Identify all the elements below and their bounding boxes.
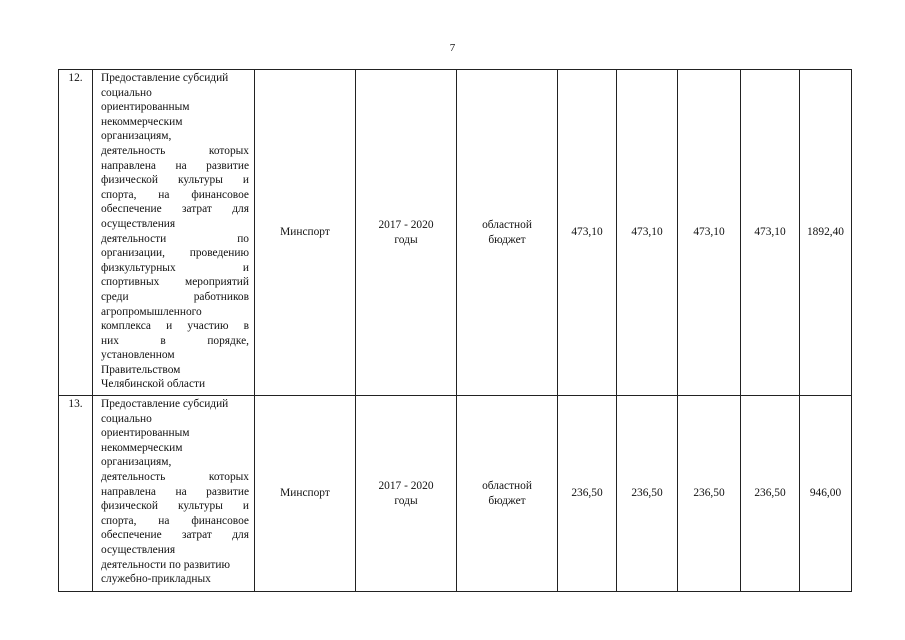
description-line: организации, проведению: [101, 247, 249, 260]
amount-year-2018: 473,10: [617, 70, 678, 396]
description-line: обеспечение затрат для: [101, 529, 249, 542]
description-line: ориентированным: [101, 101, 190, 114]
table-row: [59, 70, 852, 396]
description-line: спортивных мероприятий: [101, 276, 249, 289]
funding-source-cell: [457, 396, 558, 592]
program-measures-table: [58, 69, 852, 592]
description-line: деятельности по развитию: [101, 558, 231, 571]
description-line: некоммерческим: [101, 441, 183, 454]
description-line: деятельности по: [101, 232, 249, 245]
period-cell: [356, 70, 457, 396]
description-line: Предоставление субсидий: [101, 398, 229, 410]
description-line: служебно-прикладных: [101, 573, 211, 586]
funding-source-cell: [457, 70, 558, 396]
period-line: годы: [394, 494, 418, 507]
description-line: Предоставление субсидий: [101, 72, 229, 84]
description-line: направлена на развитие: [101, 485, 249, 498]
executor-cell: Минспорт: [255, 396, 356, 592]
description-line: социально: [101, 412, 152, 425]
description-line: деятельность которых: [101, 470, 249, 483]
amount-year-2019: 473,10: [678, 70, 741, 396]
measure-description: [93, 70, 255, 396]
description-line: установленном: [101, 349, 175, 362]
amount-year-2017: 236,50: [558, 396, 617, 592]
period-line: 2017 - 2020: [378, 479, 434, 492]
description-line: осуществления: [101, 543, 176, 556]
description-line: физической культуры и: [101, 500, 249, 513]
description-line: физкультурных и: [101, 261, 249, 274]
row-number: 13.: [59, 396, 93, 592]
amount-year-2018: 236,50: [617, 396, 678, 592]
period-line: годы: [394, 233, 418, 246]
amount-year-2020: 236,50: [741, 396, 800, 592]
amount-total: 946,00: [800, 396, 852, 592]
description-line: Правительством: [101, 363, 181, 376]
description-line: ориентированным: [101, 427, 190, 440]
source-line: бюджет: [488, 494, 526, 507]
description-line: спорта, на финансовое: [101, 514, 249, 527]
description-line: организациям,: [101, 456, 172, 469]
amount-year-2017: 473,10: [558, 70, 617, 396]
source-line: бюджет: [488, 233, 526, 246]
amount-year-2020: 473,10: [741, 70, 800, 396]
description-line: среди работников: [101, 290, 249, 303]
description-line: них в порядке,: [101, 334, 249, 347]
description-line: Челябинской области: [101, 378, 206, 391]
period-line: 2017 - 2020: [378, 218, 434, 231]
description-line: обеспечение затрат для: [101, 203, 249, 216]
description-line: агропромышленного: [101, 305, 202, 318]
description-line: социально: [101, 86, 152, 99]
page-number: 7: [449, 42, 456, 54]
description-line: направлена на развитие: [101, 159, 249, 172]
description-line: комплекса и участию в: [101, 320, 249, 333]
description-line: спорта, на финансовое: [101, 188, 249, 201]
description-line: деятельность которых: [101, 144, 249, 157]
row-number: 12.: [59, 70, 93, 396]
amount-total: 1892,40: [800, 70, 852, 396]
measure-description: [93, 396, 255, 592]
description-line: физической культуры и: [101, 174, 249, 187]
table-row: [59, 396, 852, 592]
executor-cell: Минспорт: [255, 70, 356, 396]
amount-year-2019: 236,50: [678, 396, 741, 592]
description-line: некоммерческим: [101, 115, 183, 128]
period-cell: [356, 396, 457, 592]
description-line: организациям,: [101, 130, 172, 143]
source-line: областной: [482, 479, 532, 492]
description-line: осуществления: [101, 217, 176, 230]
source-line: областной: [482, 218, 532, 231]
